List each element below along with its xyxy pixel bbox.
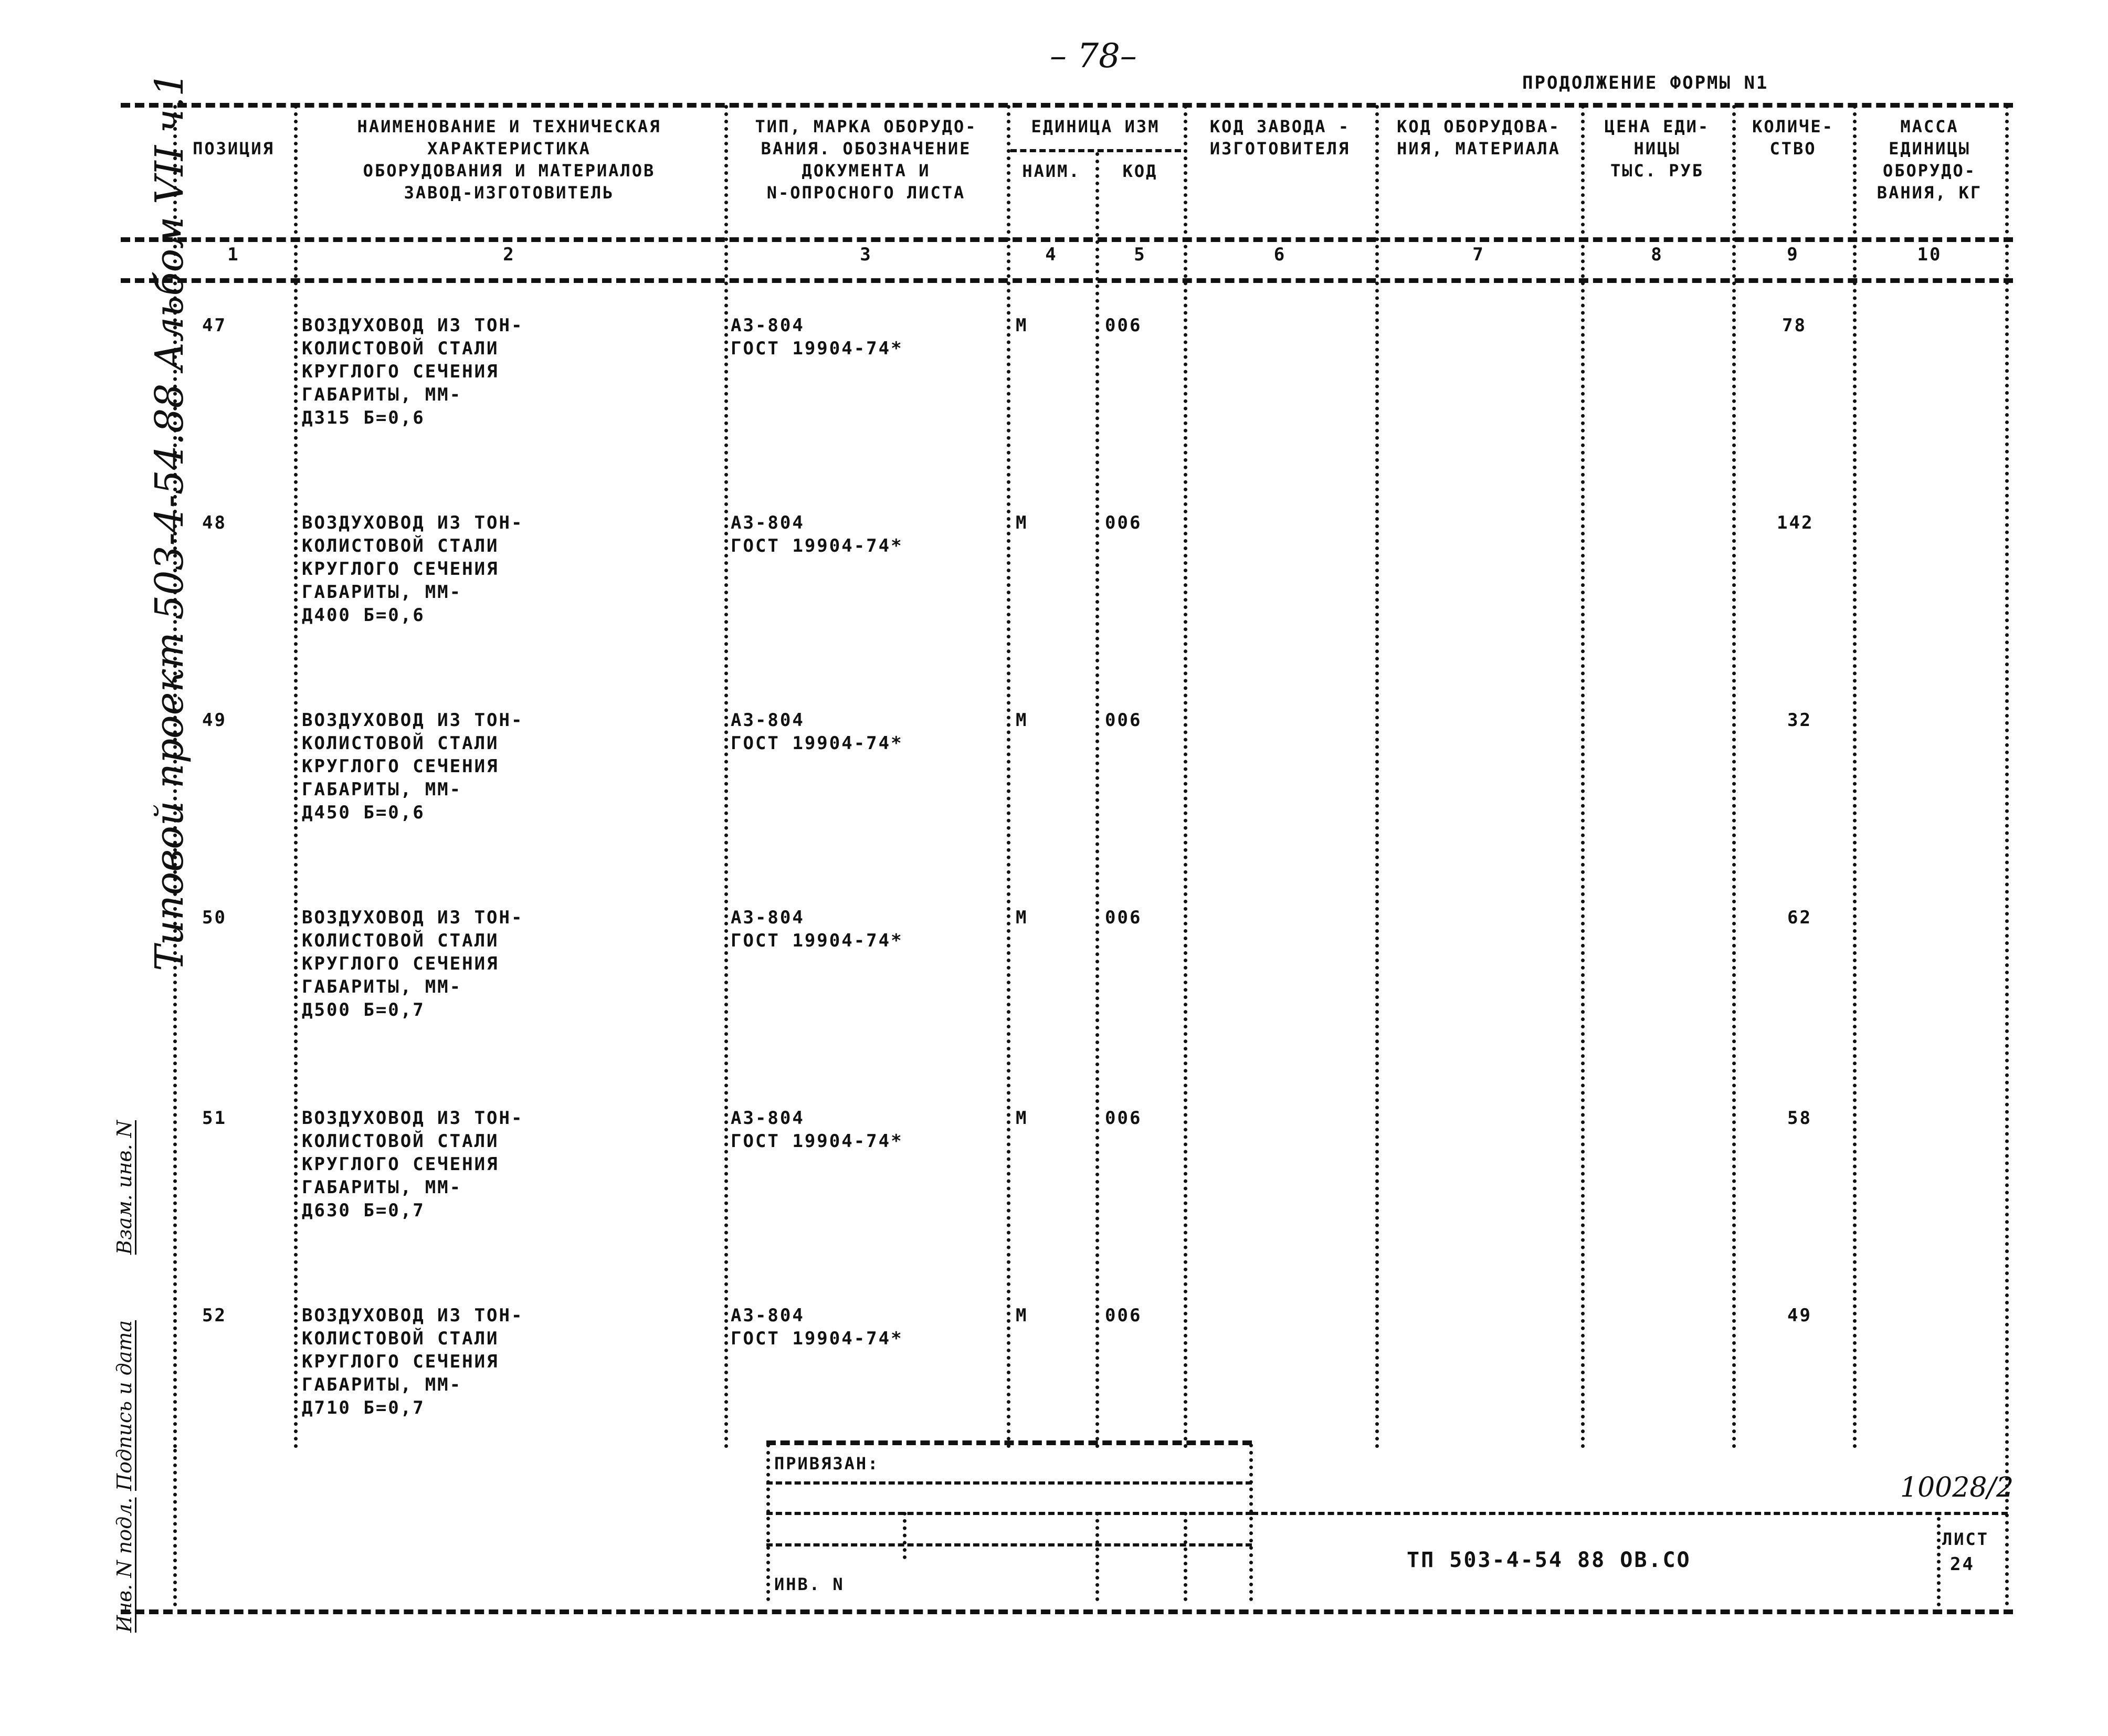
row-47-position: 47 [202,315,227,336]
row-50-name: ВОЗДУХОВОД ИЗ ТОН- КОЛИСТОВОЙ СТАЛИ КРУГЛОГО СЕЧЕНИЯ ГАБАРИТЫ, ММ- Д500 Б=0,7 [302,907,524,1020]
row-47-code: 006 [1105,315,1142,336]
row-52-name: ВОЗДУХОВОД ИЗ ТОН- КОЛИСТОВОЙ СТАЛИ КРУГЛОГО СЕЧЕНИЯ ГАБАРИТЫ, ММ- Д710 Б=0,7 [302,1305,524,1418]
stamp-long-line [1252,1512,2008,1515]
row-49-quantity: 32 [1787,710,1812,731]
stamp-line-3 [766,1543,1252,1546]
col-sep-4 [1095,152,1099,1449]
stamp-sep-3 [1184,1512,1187,1601]
colnum-6: 6 [1273,244,1287,265]
header-unit-name: НАИМ. [1022,161,1081,181]
row-51-quantity: 58 [1787,1108,1812,1129]
stamp-left-border [766,1444,770,1601]
row-47-quantity: 78 [1782,315,1807,336]
col-sep-5 [1184,105,1187,1449]
row-52-unit: М [1016,1305,1028,1326]
row-51-type: А3-804 ГОСТ 19904-74* [731,1108,903,1152]
col-sep-stamp-left [173,1449,177,1606]
row-50-type: А3-804 ГОСТ 19904-74* [731,907,903,951]
row-50-position: 50 [202,907,227,928]
stamp-top-border [766,1440,1252,1445]
row-48-code: 006 [1105,512,1142,533]
colnum-2: 2 [503,244,515,265]
col-sep-left [173,105,177,1449]
row-52-type: А3-804 ГОСТ 19904-74* [731,1305,903,1349]
stamp-sheet-sep [1937,1517,1941,1606]
stamp-line-1 [766,1481,1252,1485]
side-box-inv-podl: Инв. N подл. [113,1497,136,1633]
header-unit: ЕДИНИЦА ИЗМ [1031,117,1160,136]
row-48-position: 48 [202,512,227,533]
table-bottom-border [121,1609,2013,1614]
col-sep-9 [1853,105,1857,1449]
side-box-vzam-inv: Взам. инв. N [113,1120,136,1255]
row-47-unit: М [1016,315,1028,336]
continuation-label: ПРОДОЛЖЕНИЕ ФОРМЫ N1 [1522,72,1769,93]
colnum-bottom-border [121,278,2013,283]
colnum-7: 7 [1472,244,1485,265]
row-49-code: 006 [1105,710,1142,731]
col-sep-2 [724,105,728,1449]
row-52-position: 52 [202,1305,227,1326]
page-number: – 78– [1050,37,1137,76]
row-47-type: А3-804 ГОСТ 19904-74* [731,315,903,359]
colnum-1: 1 [227,244,240,265]
header-unit-price: ЦЕНА ЕДИ- НИЦЫ ТЫС. РУБ [1604,117,1710,181]
row-49-type: А3-804 ГОСТ 19904-74* [731,710,903,754]
row-51-unit: М [1016,1108,1028,1129]
colnum-5: 5 [1134,244,1146,265]
header-type: ТИП, МАРКА ОБОРУДО- ВАНИЯ. ОБОЗНАЧЕНИЕ ДОКУМЕНТА И N-ОПРОСНОГО ЛИСТА [755,117,977,203]
header-bottom-border [121,237,2013,242]
row-51-position: 51 [202,1108,227,1129]
row-52-quantity: 49 [1787,1305,1812,1326]
row-48-name: ВОЗДУХОВОД ИЗ ТОН- КОЛИСТОВОЙ СТАЛИ КРУГЛОГО СЕЧЕНИЯ ГАБАРИТЫ, ММ- Д400 Б=0,6 [302,512,524,626]
stamp-line-2 [766,1512,1252,1515]
row-50-code: 006 [1105,907,1142,928]
col-sep-1 [294,105,298,1449]
stamp-sep-2 [1095,1512,1099,1601]
header-unit-code: КОД [1122,161,1158,181]
colnum-9: 9 [1787,244,1799,265]
row-50-unit: М [1016,907,1028,928]
header-unit-mass: МАССА ЕДИНИЦЫ ОБОРУДО- ВАНИЯ, КГ [1877,117,1983,203]
row-48-unit: М [1016,512,1028,533]
col-sep-3 [1007,105,1010,1449]
side-title: Типовой проект 503-4-54.88 Альбом VII ч.1 [147,71,192,971]
stamp-sheet-number: 24 [1950,1554,1975,1575]
colnum-10: 10 [1917,244,1942,265]
row-49-position: 49 [202,710,227,731]
header-quantity: КОЛИЧЕ- СТВО [1752,117,1834,159]
stamp-bound-label: ПРИВЯЗАН: [774,1454,880,1474]
header-position: ПОЗИЦИЯ [193,139,275,159]
table-top-border [121,103,2013,108]
row-47-name: ВОЗДУХОВОД ИЗ ТОН- КОЛИСТОВОЙ СТАЛИ КРУГЛОГО СЕЧЕНИЯ ГАБАРИТЫ, ММ- Д315 Б=0,6 [302,315,524,428]
col-sep-right [2005,105,2009,1606]
row-52-code: 006 [1105,1305,1142,1326]
colnum-3: 3 [860,244,872,265]
col-sep-7 [1581,105,1585,1449]
colnum-4: 4 [1045,244,1058,265]
row-48-type: А3-804 ГОСТ 19904-74* [731,512,903,556]
row-51-code: 006 [1105,1108,1142,1129]
unit-header-divider [1010,149,1181,152]
stamp-inv-label: ИНВ. N [774,1574,845,1594]
header-plant-code: КОД ЗАВОДА - ИЗГОТОВИТЕЛЯ [1209,117,1351,159]
stamp-right-border [1249,1444,1253,1601]
row-50-quantity: 62 [1787,907,1812,928]
stamp-sheet-label: ЛИСТ [1942,1529,1989,1549]
side-box-signature-date: Подпись и дата [113,1320,136,1491]
header-name: НАИМЕНОВАНИЕ И ТЕХНИЧЕСКАЯ ХАРАКТЕРИСТИКА ОБОРУДОВАНИЯ И МАТЕРИАЛОВ ЗАВОД-ИЗГОТОВИТЕЛЬ [357,117,661,203]
colnum-8: 8 [1651,244,1663,265]
row-48-quantity: 142 [1777,512,1814,533]
col-sep-6 [1375,105,1379,1449]
header-equipment-code: КОД ОБОРУДОВА- НИЯ, МАТЕРИАЛА [1397,117,1561,159]
row-51-name: ВОЗДУХОВОД ИЗ ТОН- КОЛИСТОВОЙ СТАЛИ КРУГЛОГО СЕЧЕНИЯ ГАБАРИТЫ, ММ- Д630 Б=0,7 [302,1108,524,1221]
row-49-name: ВОЗДУХОВОД ИЗ ТОН- КОЛИСТОВОЙ СТАЛИ КРУГЛОГО СЕЧЕНИЯ ГАБАРИТЫ, ММ- Д450 Б=0,6 [302,710,524,823]
stamp-archive-number: 10028/2 [1900,1472,2014,1503]
stamp-document-code: ТП 503-4-54 88 ОВ.СО [1407,1548,1691,1572]
col-sep-8 [1732,105,1736,1449]
stamp-sep-1 [903,1512,907,1559]
row-49-unit: М [1016,710,1028,731]
